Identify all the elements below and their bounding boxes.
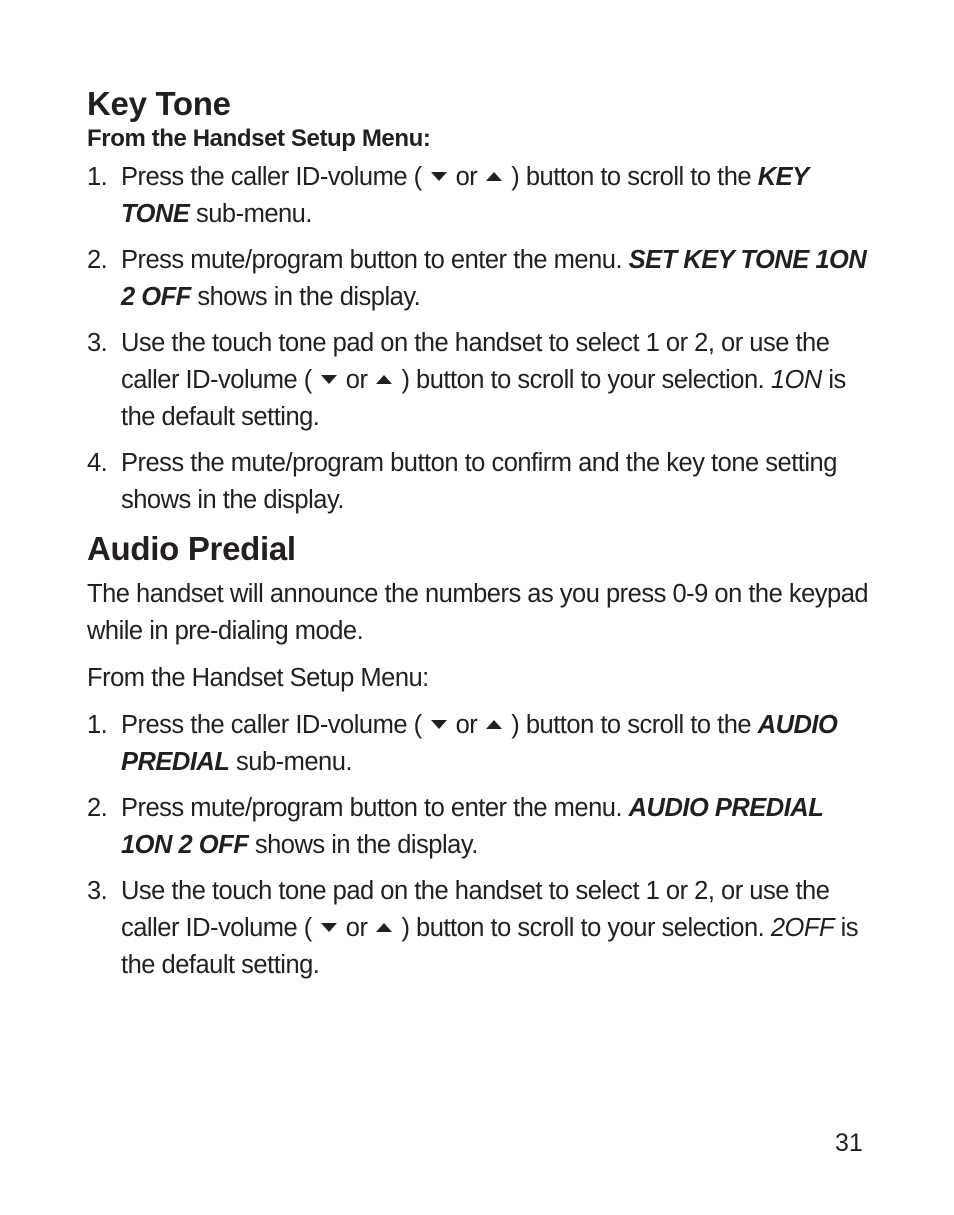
- up-arrow-icon: [486, 720, 502, 729]
- step-number: 1.: [87, 711, 108, 739]
- audio-predial-step-2: 2. Press mute/program button to enter the menu. AUDIO PREDIAL 1ON 2 OFF shows in the display.: [87, 790, 877, 864]
- default-setting: 1ON: [770, 366, 822, 394]
- audio-predial-heading: Audio Predial: [87, 530, 296, 567]
- key-tone-section: [87, 84, 877, 519]
- default-setting: 2OFF: [770, 914, 835, 942]
- key-tone-step-3: 3. Use the touch tone pad on the handset to select 1 or 2, or use the caller ID-volume ( or ) button to scroll to your selection. 1ON is the default setting.: [87, 325, 877, 436]
- key-tone-heading: Key Tone: [87, 85, 231, 122]
- menu-name: AUDIO PREDIAL: [121, 711, 838, 776]
- step-number: 3.: [87, 329, 108, 357]
- display-text: SET KEY TONE 1ON 2 OFF: [121, 246, 867, 311]
- up-arrow-icon: [376, 375, 392, 384]
- down-arrow-icon: [321, 375, 337, 384]
- step-number: 4.: [87, 449, 108, 477]
- key-tone-step-4: 4. Press the mute/program button to confirm and the key tone setting shows in the display.: [87, 445, 877, 519]
- audio-predial-section: [87, 529, 877, 984]
- audio-predial-step-3: 3. Use the touch tone pad on the handset to select 1 or 2, or use the caller ID-volume ( or ) button to scroll to your selection. 2OFF is the default setting.: [87, 873, 877, 984]
- display-text: AUDIO PREDIAL 1ON 2 OFF: [121, 794, 823, 859]
- down-arrow-icon: [431, 720, 447, 729]
- key-tone-subheading: From the Handset Setup Menu:: [87, 125, 431, 152]
- step-number: 3.: [87, 877, 108, 905]
- step-number: 2.: [87, 794, 108, 822]
- key-tone-steps: [87, 159, 877, 519]
- audio-predial-intro: The handset will announce the numbers as you press 0-9 on the keypad while in pre-dialing mode.: [87, 580, 869, 645]
- down-arrow-icon: [321, 923, 337, 932]
- manual-page: [87, 84, 877, 993]
- key-tone-step-1: 1. Press the caller ID-volume ( or ) button to scroll to the KEY TONE sub-menu.: [87, 159, 877, 233]
- audio-predial-step-1: 1. Press the caller ID-volume ( or ) button to scroll to the AUDIO PREDIAL sub-menu.: [87, 707, 877, 781]
- page-number: 31: [835, 1129, 863, 1157]
- down-arrow-icon: [431, 172, 447, 181]
- step-number: 1.: [87, 163, 108, 191]
- up-arrow-icon: [376, 923, 392, 932]
- step-number: 2.: [87, 246, 108, 274]
- audio-predial-subheading: From the Handset Setup Menu:: [87, 664, 429, 692]
- up-arrow-icon: [486, 172, 502, 181]
- audio-predial-steps: [87, 707, 877, 984]
- key-tone-step-2: 2. Press mute/program button to enter the menu. SET KEY TONE 1ON 2 OFF shows in the display.: [87, 242, 877, 316]
- menu-name: KEY TONE: [121, 163, 809, 228]
